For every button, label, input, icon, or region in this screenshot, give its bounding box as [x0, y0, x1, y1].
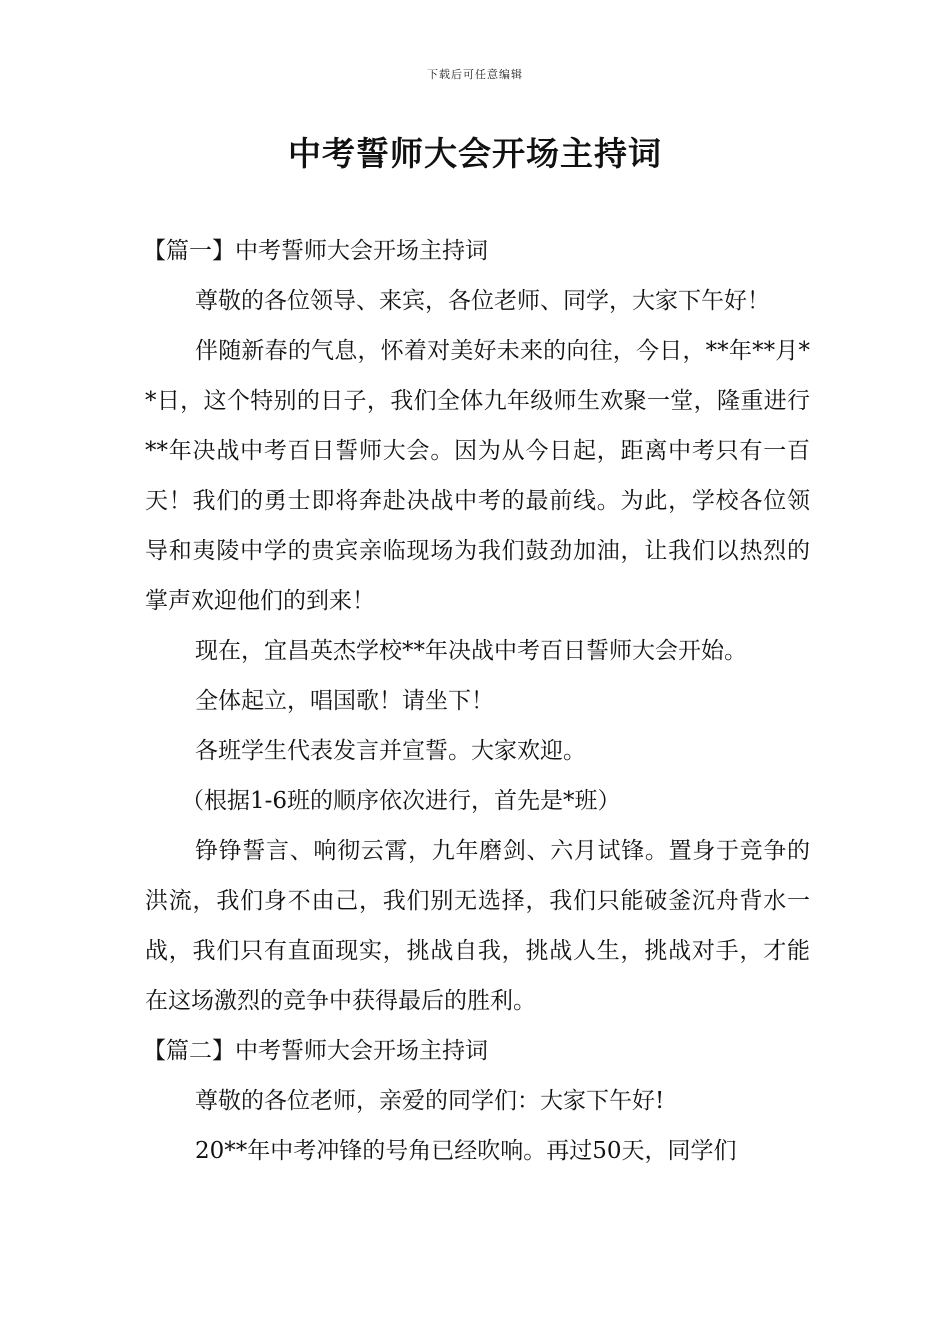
paragraph-oath: 铮铮誓言、响彻云霄，九年磨剑、六月试锋。置身于竞争的洪流，我们身不由己，我们别无选择，我们只能破釜沉舟背水一战，我们只有直面现实，挑战自我，挑战人生，挑战对手，才能在这场激烈的竞争中获得最后的胜利。	[145, 838, 810, 1014]
section-heading-1: 【篇一】中考誓师大会开场主持词	[143, 238, 488, 264]
paragraph-greeting-1: 尊敬的各位领导、来宾，各位老师、同学，大家下午好！	[195, 288, 770, 314]
paragraph-announcement: 现在，宜昌英杰学校**年决战中考百日誓师大会开始。	[195, 638, 747, 664]
paragraph-countdown: 20**年中考冲锋的号角已经吹响。再过50天，同学们	[195, 1138, 737, 1164]
paragraph-greeting-2: 尊敬的各位老师，亲爱的同学们：大家下午好!	[195, 1088, 665, 1114]
paragraph-order-note: （根据1-6班的顺序依次进行，首先是*班）	[181, 788, 621, 814]
paragraph-opening: 伴随新春的气息，怀着对美好未来的向往，今日，**年**月**日，这个特别的日子，我们全体九年级师生欢聚一堂，隆重进行**年决战中考百日誓师大会。因为从今日起，距离中考只有一百天！我们的勇士即将奔赴决战中考的最前线。为此，学校各位领导和夷陵中学的贵宾亲临现场为我们鼓劲加油，让我们以热烈的掌声欢迎他们的到来！	[145, 338, 810, 614]
paragraph-anthem: 全体起立，唱国歌！请坐下！	[195, 688, 494, 714]
header-note: 下载后可任意编辑	[427, 68, 523, 81]
document-title: 中考誓师大会开场主持词	[288, 134, 662, 173]
document-body	[145, 226, 810, 1176]
section-heading-2: 【篇二】中考誓师大会开场主持词	[143, 1038, 488, 1064]
paragraph-representatives: 各班学生代表发言并宣誓。大家欢迎。	[195, 738, 586, 764]
